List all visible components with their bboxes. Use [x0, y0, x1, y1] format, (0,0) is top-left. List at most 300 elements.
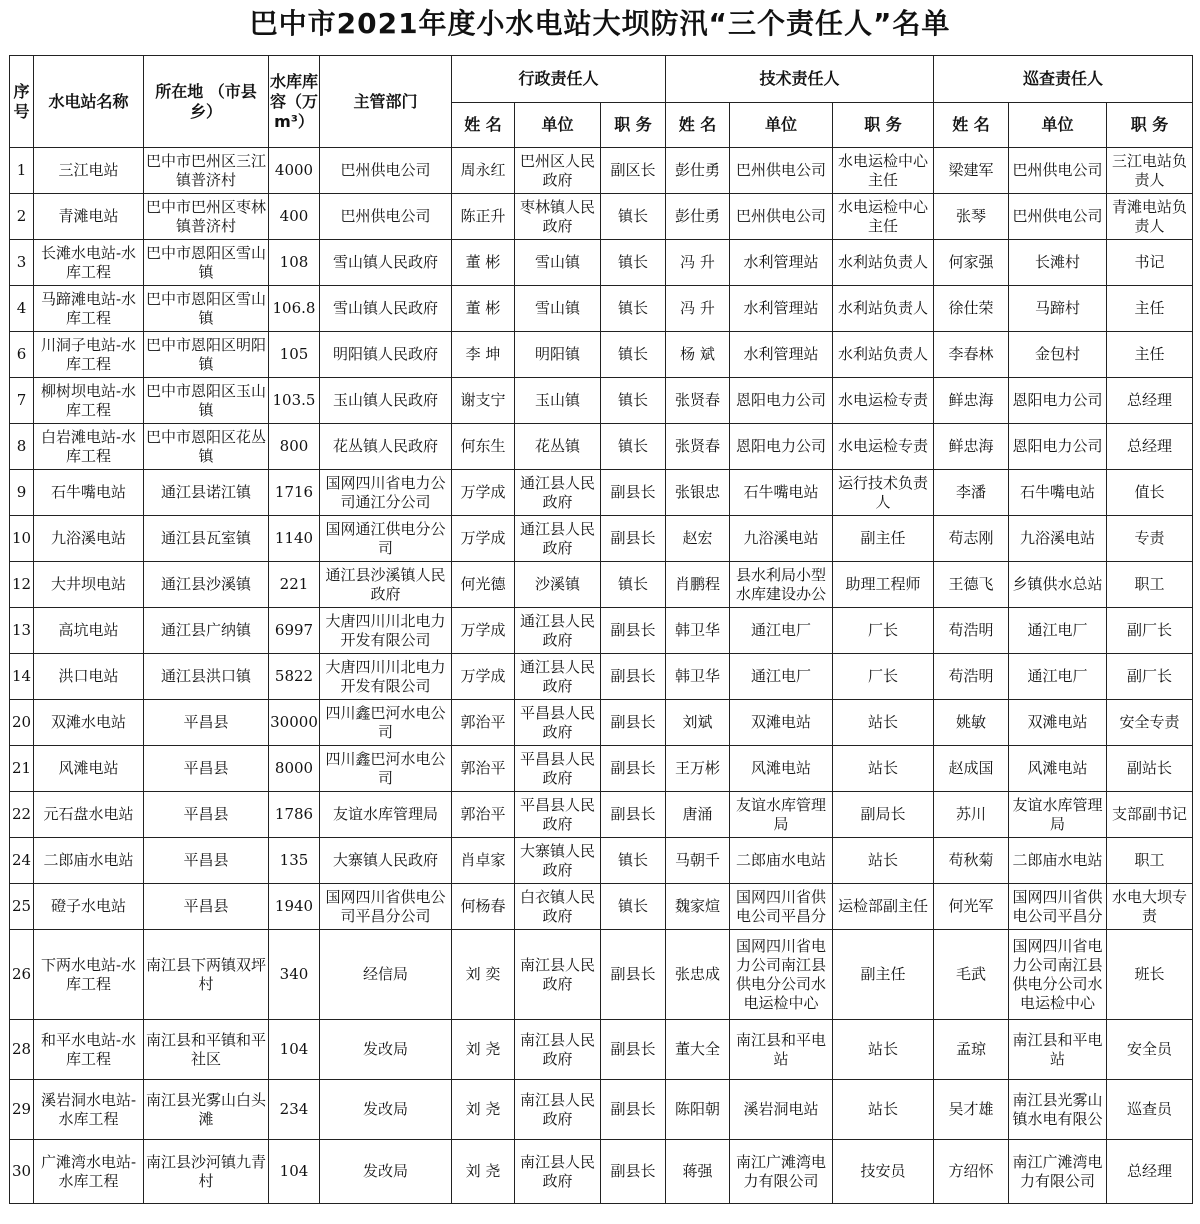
station-name-cell: [34, 838, 144, 884]
patrol-name: 鲜忠海: [948, 437, 994, 455]
patrol-unit: 长滩村: [1034, 253, 1080, 271]
table-row: [10, 1080, 1193, 1140]
tech-name: 韩卫华: [674, 667, 720, 685]
table-row: [10, 516, 1193, 562]
patrol-position: 安全员: [1126, 1040, 1172, 1058]
patrol-name: 吴才雄: [948, 1100, 994, 1118]
patrol-position-cell: [1107, 884, 1193, 930]
patrol-name-cell: [934, 792, 1009, 838]
admin-name-cell: [452, 286, 515, 332]
department-cell: [320, 286, 452, 332]
department-cell: [320, 332, 452, 378]
admin-position-cell: [601, 562, 666, 608]
department-cell: [320, 148, 452, 194]
department: 玉山镇人民政府: [332, 391, 438, 409]
table-body: [10, 148, 1193, 1204]
capacity: 30000: [270, 713, 318, 731]
admin-position-cell: [601, 240, 666, 286]
tech-unit-cell: [730, 378, 833, 424]
row-no-cell: [10, 148, 34, 194]
patrol-name: 梁建军: [948, 161, 994, 179]
admin-position-cell: [601, 884, 666, 930]
header-tech-name: 姓 名: [666, 103, 730, 148]
tech-name: 马朝千: [674, 851, 720, 869]
tech-position-cell: [833, 562, 934, 608]
patrol-unit: 南江县和平电站: [1012, 1030, 1103, 1068]
capacity: 1716: [274, 483, 314, 501]
location-cell: [144, 240, 269, 286]
row-no-cell: [10, 700, 34, 746]
location: 巴中市恩阳区明阳镇: [145, 335, 266, 373]
patrol-name-cell: [934, 608, 1009, 654]
admin-name: 肖卓家: [460, 851, 506, 869]
admin-position-cell: [601, 930, 666, 1020]
tech-position-cell: [833, 470, 934, 516]
location-cell: [144, 378, 269, 424]
admin-position: 副县长: [610, 805, 656, 823]
admin-unit: 大寨镇人民政府: [519, 841, 595, 879]
admin-name-cell: [452, 792, 515, 838]
table-row: [10, 332, 1193, 378]
tech-name-cell: [666, 470, 730, 516]
tech-name-cell: [666, 424, 730, 470]
admin-unit: 平昌县人民政府: [519, 795, 595, 833]
department-cell: [320, 424, 452, 470]
tech-unit: 水利管理站: [743, 299, 819, 317]
admin-position-cell: [601, 838, 666, 884]
tech-unit-cell: [730, 148, 833, 194]
patrol-unit: 恩阳电力公司: [1012, 391, 1103, 409]
tech-name-cell: [666, 608, 730, 654]
tech-position: 站长: [867, 1100, 898, 1118]
tech-name: 王万彬: [674, 759, 720, 777]
patrol-unit-cell: [1009, 148, 1107, 194]
tech-name-cell: [666, 838, 730, 884]
header-department: 主管部门: [320, 56, 452, 148]
tech-unit: 恩阳电力公司: [735, 437, 826, 455]
department: 大唐四川川北电力开发有限公司: [325, 657, 446, 695]
station-name-cell: [34, 1080, 144, 1140]
station-name: 洪口电站: [58, 667, 119, 685]
department: 发改局: [362, 1100, 408, 1118]
station-name: 磴子水电站: [50, 897, 126, 915]
admin-name: 刘 奕: [465, 965, 501, 983]
capacity-cell: [269, 240, 320, 286]
department-cell: [320, 194, 452, 240]
table-row: [10, 470, 1193, 516]
admin-name: 郭治平: [460, 713, 506, 731]
department: 花丛镇人民政府: [332, 437, 438, 455]
row-no-cell: [10, 1080, 34, 1140]
admin-unit: 玉山镇: [534, 391, 580, 409]
admin-position-cell: [601, 1080, 666, 1140]
row-no-cell: [10, 332, 34, 378]
admin-position-cell: [601, 792, 666, 838]
tech-position-cell: [833, 1080, 934, 1140]
tech-unit-cell: [730, 1080, 833, 1140]
admin-unit: 平昌县人民政府: [519, 749, 595, 787]
tech-unit-cell: [730, 1020, 833, 1080]
admin-position-cell: [601, 194, 666, 240]
location-cell: [144, 608, 269, 654]
header-admin-unit: 单位: [515, 103, 601, 148]
patrol-name-cell: [934, 838, 1009, 884]
admin-unit-cell: [515, 654, 601, 700]
row-no: 22: [11, 805, 32, 823]
station-name: 大井坝电站: [50, 575, 126, 593]
patrol-name-cell: [934, 148, 1009, 194]
tech-name-cell: [666, 700, 730, 746]
station-name: 白岩滩电站-水库工程: [40, 427, 137, 465]
tech-position-cell: [833, 148, 934, 194]
location-cell: [144, 332, 269, 378]
row-no-cell: [10, 838, 34, 884]
patrol-name-cell: [934, 562, 1009, 608]
department: 雪山镇人民政府: [332, 299, 438, 317]
tech-name-cell: [666, 746, 730, 792]
tech-name: 张银忠: [674, 483, 720, 501]
tech-unit: 恩阳电力公司: [735, 391, 826, 409]
location: 平昌县: [183, 759, 229, 777]
department: 经信局: [362, 965, 408, 983]
patrol-position-cell: [1107, 1020, 1193, 1080]
patrol-unit: 巴州供电公司: [1012, 161, 1103, 179]
tech-position-cell: [833, 378, 934, 424]
header-admin: 行政责任人: [452, 56, 666, 103]
tech-name: 彭仕勇: [674, 207, 720, 225]
capacity-cell: [269, 1080, 320, 1140]
patrol-position: 总经理: [1126, 391, 1172, 409]
department-cell: [320, 378, 452, 424]
capacity-cell: [269, 516, 320, 562]
capacity: 234: [279, 1100, 309, 1118]
admin-unit: 雪山镇: [534, 253, 580, 271]
admin-name-cell: [452, 1020, 515, 1080]
location-cell: [144, 424, 269, 470]
location: 巴中市恩阳区雪山镇: [145, 243, 266, 281]
station-name-cell: [34, 608, 144, 654]
admin-position: 镇长: [617, 897, 648, 915]
admin-position: 副县长: [610, 713, 656, 731]
patrol-position-cell: [1107, 332, 1193, 378]
patrol-name: 苟志刚: [948, 529, 994, 547]
station-name: 下两水电站-水库工程: [40, 955, 137, 993]
admin-position-cell: [601, 746, 666, 792]
row-no-cell: [10, 884, 34, 930]
patrol-unit: 风滩电站: [1027, 759, 1088, 777]
admin-name-cell: [452, 148, 515, 194]
row-no: 8: [16, 437, 27, 455]
location-cell: [144, 470, 269, 516]
location-cell: [144, 194, 269, 240]
location-cell: [144, 654, 269, 700]
location: 南江县和平镇和平社区: [145, 1030, 266, 1068]
header-patrol-position: 职 务: [1107, 103, 1193, 148]
patrol-name-cell: [934, 516, 1009, 562]
tech-name-cell: [666, 240, 730, 286]
patrol-unit-cell: [1009, 286, 1107, 332]
patrol-unit: 通江电厂: [1027, 667, 1088, 685]
tech-position: 水电运检专责: [837, 437, 928, 455]
row-no: 14: [11, 667, 32, 685]
tech-position-cell: [833, 884, 934, 930]
capacity-cell: [269, 148, 320, 194]
tech-position: 运检部副主任: [837, 897, 928, 915]
tech-position-cell: [833, 654, 934, 700]
patrol-name: 赵成国: [948, 759, 994, 777]
admin-name: 周永红: [460, 161, 506, 179]
table-row: [10, 700, 1193, 746]
patrol-unit-cell: [1009, 1140, 1107, 1204]
tech-name-cell: [666, 1140, 730, 1204]
admin-unit-cell: [515, 148, 601, 194]
admin-name: 董 彬: [465, 253, 501, 271]
row-no: 4: [16, 299, 27, 317]
tech-name: 肖鹏程: [674, 575, 720, 593]
capacity: 1786: [274, 805, 314, 823]
department-cell: [320, 930, 452, 1020]
tech-unit-cell: [730, 470, 833, 516]
tech-unit-cell: [730, 792, 833, 838]
tech-unit: 九浴溪电站: [743, 529, 819, 547]
department-cell: [320, 240, 452, 286]
row-no: 6: [16, 345, 27, 363]
capacity-cell: [269, 378, 320, 424]
patrol-position-cell: [1107, 424, 1193, 470]
admin-position: 镇长: [617, 851, 648, 869]
capacity: 221: [279, 575, 309, 593]
department: 发改局: [362, 1040, 408, 1058]
tech-name: 张贤春: [674, 391, 720, 409]
tech-unit-cell: [730, 516, 833, 562]
tech-unit: 溪岩洞电站: [743, 1100, 819, 1118]
tech-unit: 石牛嘴电站: [743, 483, 819, 501]
row-no: 20: [11, 713, 32, 731]
station-name: 长滩水电站-水库工程: [40, 243, 137, 281]
capacity-cell: [269, 700, 320, 746]
admin-position: 镇长: [617, 345, 648, 363]
admin-name: 刘 尧: [465, 1040, 501, 1058]
admin-unit-cell: [515, 424, 601, 470]
capacity-cell: [269, 1140, 320, 1204]
station-name: 二郎庙水电站: [43, 851, 134, 869]
department-cell: [320, 516, 452, 562]
admin-unit-cell: [515, 332, 601, 378]
patrol-name-cell: [934, 884, 1009, 930]
location: 巴中市恩阳区雪山镇: [145, 289, 266, 327]
station-name-cell: [34, 332, 144, 378]
admin-name: 刘 尧: [465, 1100, 501, 1118]
department: 明阳镇人民政府: [332, 345, 438, 363]
capacity-cell: [269, 654, 320, 700]
admin-name: 董 彬: [465, 299, 501, 317]
tech-position-cell: [833, 930, 934, 1020]
header-tech: 技术责任人: [666, 56, 934, 103]
tech-name-cell: [666, 148, 730, 194]
table-row: [10, 148, 1193, 194]
admin-position: 副县长: [610, 529, 656, 547]
row-no-cell: [10, 1140, 34, 1204]
station-name-cell: [34, 792, 144, 838]
patrol-position: 主任: [1134, 345, 1165, 363]
department: 国网四川省供电公司平昌分公司: [325, 887, 446, 925]
admin-position-cell: [601, 654, 666, 700]
tech-unit: 风滩电站: [750, 759, 811, 777]
location: 南江县下两镇双坪村: [145, 955, 266, 993]
row-no: 2: [16, 207, 27, 225]
location: 平昌县: [183, 897, 229, 915]
capacity-cell: [269, 608, 320, 654]
tech-position: 站长: [867, 759, 898, 777]
location: 南江县光雾山白头滩: [145, 1090, 266, 1128]
patrol-position: 副站长: [1126, 759, 1172, 777]
admin-unit-cell: [515, 1020, 601, 1080]
station-name: 溪岩洞水电站-水库工程: [40, 1090, 137, 1128]
header-location: 所在地 （市县乡）: [144, 56, 269, 148]
admin-name: 陈正升: [460, 207, 506, 225]
row-no-cell: [10, 470, 34, 516]
tech-position: 水电运检专责: [837, 391, 928, 409]
header-patrol-unit: 单位: [1009, 103, 1107, 148]
admin-unit-cell: [515, 286, 601, 332]
station-name-cell: [34, 470, 144, 516]
patrol-position-cell: [1107, 516, 1193, 562]
admin-unit: 南江县人民政府: [519, 955, 595, 993]
tech-unit-cell: [730, 424, 833, 470]
patrol-name: 方绍怀: [948, 1162, 994, 1180]
header-tech-position: 职 务: [833, 103, 934, 148]
row-no-cell: [10, 562, 34, 608]
admin-unit-cell: [515, 884, 601, 930]
patrol-name-cell: [934, 930, 1009, 1020]
station-name-cell: [34, 700, 144, 746]
patrol-unit-cell: [1009, 378, 1107, 424]
patrol-position-cell: [1107, 378, 1193, 424]
patrol-unit: 南江广滩湾电力有限公司: [1012, 1152, 1103, 1190]
location-cell: [144, 1020, 269, 1080]
patrol-position-cell: [1107, 562, 1193, 608]
location-cell: [144, 516, 269, 562]
patrol-position: 职工: [1134, 851, 1165, 869]
tech-name-cell: [666, 516, 730, 562]
patrol-position-cell: [1107, 700, 1193, 746]
admin-unit: 沙溪镇: [534, 575, 580, 593]
row-no-cell: [10, 424, 34, 470]
patrol-unit-cell: [1009, 516, 1107, 562]
patrol-position: 主任: [1134, 299, 1165, 317]
admin-unit-cell: [515, 516, 601, 562]
admin-unit: 平昌县人民政府: [519, 703, 595, 741]
tech-unit: 通江电厂: [750, 667, 811, 685]
admin-unit-cell: [515, 930, 601, 1020]
tech-unit: 南江广滩湾电力有限公司: [735, 1152, 826, 1190]
patrol-position: 书记: [1134, 253, 1165, 271]
tech-name-cell: [666, 562, 730, 608]
tech-position: 厂长: [867, 667, 898, 685]
department-cell: [320, 838, 452, 884]
admin-name-cell: [452, 884, 515, 930]
admin-position-cell: [601, 286, 666, 332]
header-station: 水电站名称: [34, 56, 144, 148]
tech-position: 助理工程师: [845, 575, 921, 593]
patrol-unit: 南江县光雾山镇水电有限公: [1012, 1090, 1103, 1128]
tech-name: 彭仕勇: [674, 161, 720, 179]
patrol-position-cell: [1107, 240, 1193, 286]
admin-name-cell: [452, 654, 515, 700]
department-cell: [320, 1080, 452, 1140]
admin-unit-cell: [515, 608, 601, 654]
station-name: 广滩湾水电站-水库工程: [40, 1152, 137, 1190]
patrol-name: 徐仕荣: [948, 299, 994, 317]
tech-position-cell: [833, 608, 934, 654]
tech-position: 站长: [867, 1040, 898, 1058]
patrol-unit-cell: [1009, 562, 1107, 608]
admin-position: 副县长: [610, 483, 656, 501]
location-cell: [144, 286, 269, 332]
patrol-name: 苟浩明: [948, 621, 994, 639]
tech-name-cell: [666, 332, 730, 378]
patrol-position: 青滩电站负责人: [1111, 197, 1187, 235]
location: 平昌县: [183, 805, 229, 823]
capacity-cell: [269, 562, 320, 608]
row-no: 30: [11, 1162, 32, 1180]
patrol-position: 专责: [1134, 529, 1165, 547]
tech-unit-cell: [730, 930, 833, 1020]
location: 巴中市恩阳区玉山镇: [145, 381, 266, 419]
station-name: 柳树坝电站-水库工程: [40, 381, 137, 419]
admin-unit: 南江县人民政府: [519, 1030, 595, 1068]
table-row: [10, 608, 1193, 654]
patrol-name: 何光军: [948, 897, 994, 915]
capacity: 800: [279, 437, 309, 455]
department: 雪山镇人民政府: [332, 253, 438, 271]
admin-unit-cell: [515, 470, 601, 516]
admin-name-cell: [452, 240, 515, 286]
row-no-cell: [10, 654, 34, 700]
patrol-unit: 金包村: [1034, 345, 1080, 363]
admin-unit: 通江县人民政府: [519, 473, 595, 511]
station-name-cell: [34, 930, 144, 1020]
row-no: 10: [11, 529, 32, 547]
patrol-unit: 恩阳电力公司: [1012, 437, 1103, 455]
department: 国网通江供电分公司: [325, 519, 446, 557]
tech-position-cell: [833, 424, 934, 470]
admin-name-cell: [452, 746, 515, 792]
admin-unit-cell: [515, 1140, 601, 1204]
department: 通江县沙溪镇人民政府: [325, 565, 446, 603]
tech-name-cell: [666, 1080, 730, 1140]
patrol-unit-cell: [1009, 930, 1107, 1020]
location: 巴中市巴州区枣林镇普济村: [145, 197, 266, 235]
admin-name-cell: [452, 424, 515, 470]
tech-position: 水利站负责人: [837, 345, 928, 363]
tech-position-cell: [833, 1140, 934, 1204]
tech-name-cell: [666, 654, 730, 700]
admin-position-cell: [601, 424, 666, 470]
capacity: 106.8: [272, 299, 316, 317]
row-no-cell: [10, 746, 34, 792]
tech-position: 水电运检中心主任: [837, 151, 928, 189]
tech-unit: 国网四川省供电公司平昌分: [735, 887, 826, 925]
admin-name-cell: [452, 930, 515, 1020]
tech-unit-cell: [730, 700, 833, 746]
admin-position: 副县长: [610, 759, 656, 777]
tech-unit: 通江电厂: [750, 621, 811, 639]
patrol-position-cell: [1107, 838, 1193, 884]
location: 通江县瓦室镇: [160, 529, 251, 547]
location-cell: [144, 148, 269, 194]
department-cell: [320, 562, 452, 608]
